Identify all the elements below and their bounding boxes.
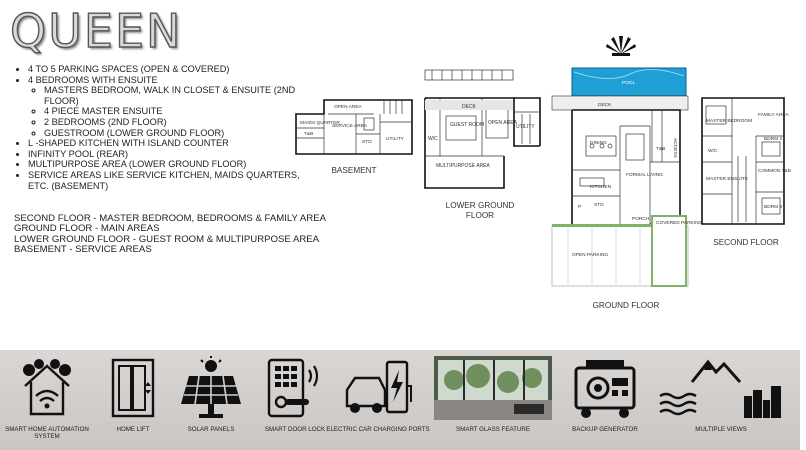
floor-summary: [14, 214, 326, 256]
room-label: T&B: [304, 132, 314, 137]
room-label: W/C: [708, 149, 718, 154]
room-label: W/C: [428, 136, 438, 142]
amenity-solar: [178, 356, 244, 433]
amenity-smart-home: [5, 356, 89, 441]
amenity-door-lock: [262, 356, 328, 433]
amenity-smart-glass: [434, 356, 552, 433]
feature-item: • SERVICE AREAS LIKE SERVICE KITCHEN, MAIDS QUARTERS, ETC. (BASEMENT): [28, 170, 318, 191]
feature-item: • 4 TO 5 PARKING SPACES (OPEN & COVERED): [28, 64, 318, 75]
room-label: OPEN AREA: [488, 120, 517, 126]
amenity-label: BACKUP GENERATOR: [572, 426, 638, 433]
room-label: OPEN AREA: [334, 105, 362, 110]
room-label: GUEST ROOM: [450, 122, 485, 128]
ground-floor-plan: [550, 66, 703, 288]
feature-item: • L -SHAPED KITCHEN WITH ISLAND COUNTER: [28, 138, 318, 149]
room-label: STO: [362, 140, 372, 145]
solar-panel-icon: [178, 356, 244, 420]
door-lock-icon: [262, 356, 328, 420]
feature-sublist: [28, 85, 318, 138]
room-label: BDRM 3: [764, 205, 783, 210]
floor-summary-line: BASEMENT - SERVICE AREAS: [14, 244, 152, 256]
feature-subitem: ◦ MASTERS BEDROOM, WALK IN CLOSET & ENSUITE (2ND FLOOR): [44, 85, 318, 106]
feature-list: [14, 64, 318, 191]
amenity-label: SOLAR PANELS: [187, 426, 235, 433]
room-label: P: [578, 205, 582, 210]
lower-ground-plan: [422, 68, 540, 190]
room-label: KITCHEN: [590, 185, 612, 190]
brand-logo-icon: [604, 28, 638, 56]
plan-title: SECOND FLOOR: [713, 238, 779, 247]
second-floor-plan: [700, 96, 791, 226]
amenity-label: SMART DOOR LOCK: [264, 426, 326, 433]
amenity-label: SMART HOME AUTOMATION SYSTEM: [5, 426, 89, 441]
amenity-label: MULTIPLE VIEWS: [695, 426, 747, 433]
feature-subitem: ◦ 2 BEDROOMS (2ND FLOOR): [44, 117, 318, 128]
floor-summary-line: LOWER GROUND FLOOR - GUEST ROOM & MULTIPURPOSE AREA: [14, 233, 320, 245]
room-label: FORMAL LIVING: [626, 173, 663, 178]
plan-title: GROUND FLOOR: [592, 301, 660, 310]
feature-item: • INFINITY POOL (REAR): [28, 149, 318, 160]
views-icon: [656, 356, 786, 420]
basement-plan: [294, 94, 414, 156]
room-label: T&B: [656, 147, 666, 152]
room-label: COVERED PARKING: [656, 221, 703, 226]
amenity-ev-charging: [326, 356, 430, 433]
amenity-home-lift: [108, 356, 158, 433]
feature-subitem: ◦ 4 PIECE MASTER ENSUITE: [44, 106, 318, 117]
floor-summary-line: GROUND FLOOR - MAIN AREAS: [14, 223, 160, 235]
room-label: DECK: [598, 103, 612, 108]
glass-photo-icon: [434, 356, 552, 420]
amenity-generator: [570, 356, 640, 433]
room-label: MULTIPURPOSE AREA: [436, 163, 490, 169]
room-label: DINING: [590, 141, 607, 146]
room-label: SERVICE AREA: [332, 124, 368, 129]
feature-subitem: ◦ GUESTROOM (LOWER GROUND FLOOR): [44, 128, 318, 139]
room-label: UTILITY: [386, 137, 404, 142]
room-label: OPEN PARKING: [572, 253, 609, 258]
room-label: POOL: [622, 81, 636, 86]
room-label: BDRM 2: [764, 137, 783, 142]
smart-home-icon: [14, 356, 80, 420]
feature-item: • MULTIPURPOSE AREA (LOWER GROUND FLOOR): [28, 159, 318, 170]
room-label: COMMON T&B: [758, 169, 791, 174]
amenity-label: SMART GLASS FEATURE: [456, 426, 530, 433]
room-label: FAMILY AREA: [758, 113, 789, 118]
amenity-label: HOME LIFT: [116, 426, 150, 433]
room-label: PORCH: [632, 217, 650, 222]
amenity-label: ELECTRIC CAR CHARGING PORTS: [326, 426, 430, 433]
floor-summary-line: SECOND FLOOR - MASTER BEDROOM, BEDROOMS & FAMILY AREA: [14, 213, 327, 224]
plan-title: LOWER GROUND FLOOR: [445, 201, 515, 220]
lift-icon: [108, 356, 158, 420]
room-label: STO: [594, 203, 604, 208]
amenity-multiple-views: [656, 356, 786, 433]
feature-item-text: 4 BEDROOMS WITH ENSUITE: [28, 74, 158, 85]
room-label: ACCESS: [672, 138, 677, 158]
room-label: DECK: [462, 104, 476, 110]
room-label: UTILITY: [516, 124, 535, 130]
plan-title: BASEMENT: [331, 166, 377, 175]
room-label: MASTER BEDROOM: [706, 119, 753, 124]
generator-icon: [570, 356, 640, 420]
ev-charging-icon: [342, 356, 414, 420]
page-title: QUEEN: [10, 4, 183, 58]
feature-item: [28, 75, 318, 139]
room-label: MAIDS QUARTER: [300, 121, 340, 126]
room-label: MASTER ENSUITE: [706, 177, 749, 182]
